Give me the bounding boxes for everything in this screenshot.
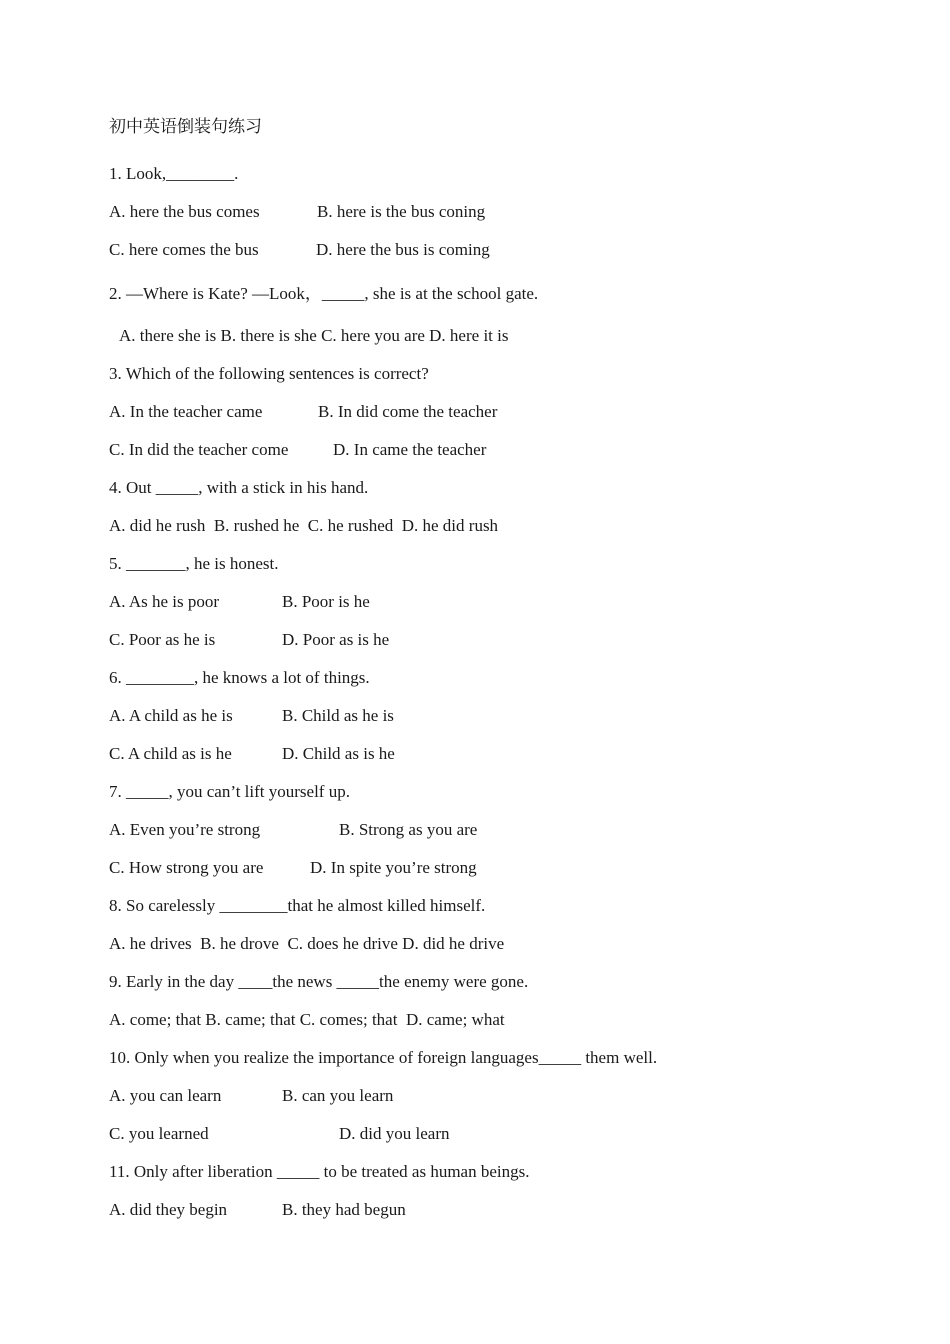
option-6c: C. A child as is he bbox=[109, 744, 232, 763]
option-6a: A. A child as he is bbox=[109, 706, 233, 725]
options-4: A. did he rush B. rushed he C. he rushed D. he did rush bbox=[109, 516, 499, 535]
option-5c: C. Poor as he is bbox=[109, 630, 216, 649]
option-7b: B. Strong as you are bbox=[339, 820, 478, 839]
options-2: A. there she is B. there is she C. here you are D. here it is bbox=[119, 326, 509, 345]
option-6b: B. Child as he is bbox=[282, 706, 394, 725]
option-1a: A. here the bus comes bbox=[109, 202, 260, 221]
option-10c: C. you learned bbox=[109, 1124, 209, 1143]
question-10: 10. Only when you realize the importance of foreign languages_____ them well. bbox=[109, 1048, 658, 1067]
question-7: 7. _____, you can’t lift yourself up. bbox=[109, 782, 350, 801]
question-9: 9. Early in the day ____the news _____the enemy were gone. bbox=[109, 972, 529, 991]
question-8: 8. So carelessly ________that he almost killed himself. bbox=[109, 896, 486, 915]
option-7c: C. How strong you are bbox=[109, 858, 264, 877]
page-title: 初中英语倒装句练习 bbox=[109, 117, 262, 137]
question-3: 3. Which of the following sentences is correct? bbox=[109, 364, 429, 383]
option-1c: C. here comes the bus bbox=[109, 240, 259, 259]
option-11a: A. did they begin bbox=[109, 1200, 228, 1219]
options-8: A. he drives B. he drove C. does he drive D. did he drive bbox=[109, 934, 505, 953]
question-1: 1. Look,________. bbox=[109, 164, 239, 183]
question-2: 2. —Where is Kate? —Look，_____, she is at the school gate. bbox=[109, 284, 539, 303]
option-6d: D. Child as is he bbox=[282, 744, 395, 763]
option-1d: D. here the bus is coming bbox=[316, 240, 490, 259]
question-4: 4. Out _____, with a stick in his hand. bbox=[109, 478, 369, 497]
option-10b: B. can you learn bbox=[282, 1086, 394, 1105]
option-10d: D. did you learn bbox=[339, 1124, 450, 1143]
options-9: A. come; that B. came; that C. comes; that D. came; what bbox=[109, 1010, 505, 1029]
option-3d: D. In came the teacher bbox=[333, 440, 487, 459]
option-3a: A. In the teacher came bbox=[109, 402, 263, 421]
option-7a: A. Even you’re strong bbox=[109, 820, 261, 839]
option-5d: D. Poor as is he bbox=[282, 630, 390, 649]
option-10a: A. you can learn bbox=[109, 1086, 222, 1105]
option-3b: B. In did come the teacher bbox=[318, 402, 498, 421]
option-5b: B. Poor is he bbox=[282, 592, 370, 611]
option-7d: D. In spite you’re strong bbox=[310, 858, 477, 877]
option-5a: A. As he is poor bbox=[109, 592, 220, 611]
question-11: 11. Only after liberation _____ to be treated as human beings. bbox=[109, 1162, 530, 1181]
option-3c: C. In did the teacher come bbox=[109, 440, 289, 459]
question-6: 6. ________, he knows a lot of things. bbox=[109, 668, 370, 687]
question-5: 5. _______, he is honest. bbox=[109, 554, 279, 573]
option-1b: B. here is the bus coning bbox=[317, 202, 486, 221]
option-11b: B. they had begun bbox=[282, 1200, 406, 1219]
